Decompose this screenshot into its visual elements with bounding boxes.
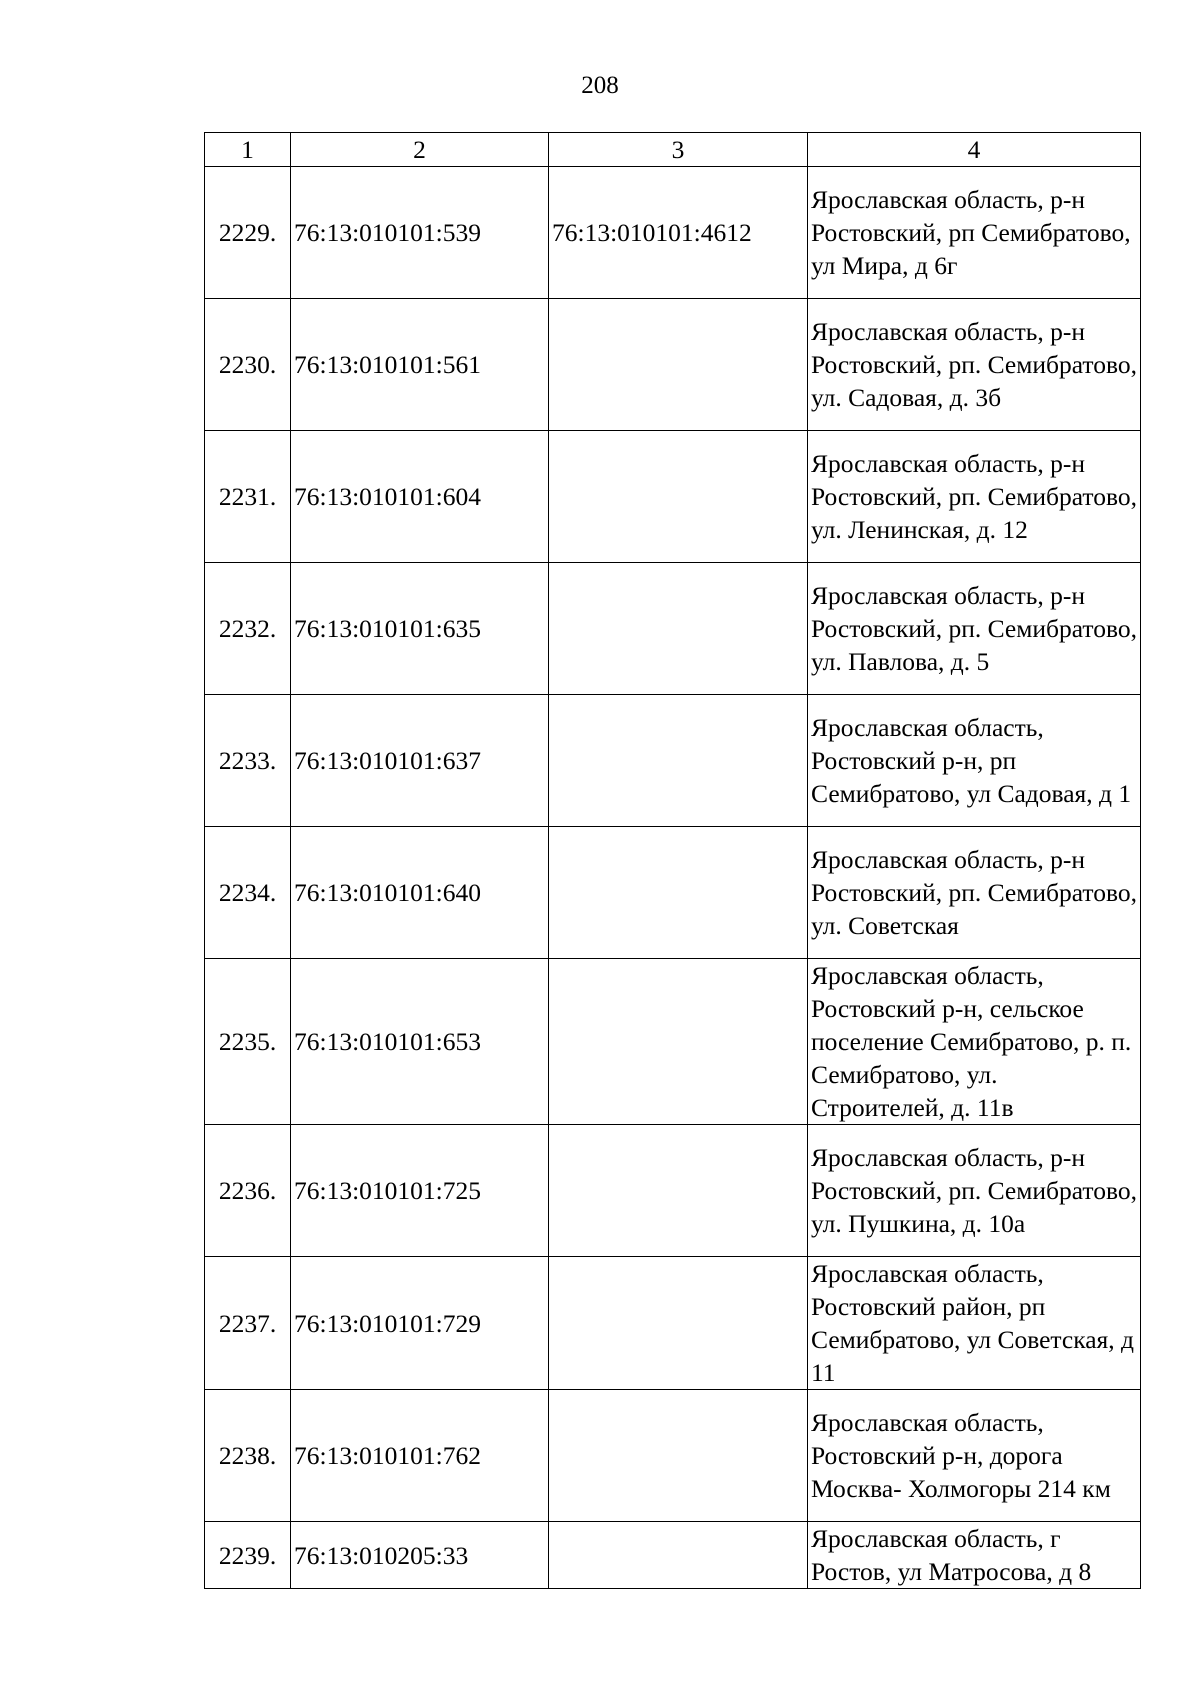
table-row: [205, 299, 1141, 431]
related-cadastral-number: [549, 431, 808, 563]
table-body: [205, 167, 1141, 1589]
column-header-1: 1: [205, 133, 291, 167]
column-header-3: 3: [549, 133, 808, 167]
column-header-2: 2: [291, 133, 549, 167]
table-row: [205, 431, 1141, 563]
address-cell: Ярославская область, Ростовский р-н, дорога Москва- Холмогоры 214 км: [808, 1390, 1141, 1522]
address-cell: Ярославская область, р-н Ростовский, рп. Семибратово, ул. Садовая, д. 3б: [808, 299, 1141, 431]
row-number: 2234.: [205, 827, 291, 959]
related-cadastral-number: [549, 1257, 808, 1390]
cadastral-number: 76:13:010101:635: [291, 563, 549, 695]
row-number: 2233.: [205, 695, 291, 827]
address-cell: Ярославская область, р-н Ростовский, рп. Семибратово, ул. Ленинская, д. 12: [808, 431, 1141, 563]
related-cadastral-number: [549, 563, 808, 695]
related-cadastral-number: [549, 299, 808, 431]
related-cadastral-number: [549, 1125, 808, 1257]
table-row: [205, 1390, 1141, 1522]
cadastral-number: 76:13:010101:729: [291, 1257, 549, 1390]
related-cadastral-number: [549, 1390, 808, 1522]
cadastral-number: 76:13:010101:539: [291, 167, 549, 299]
address-cell: Ярославская область, р-н Ростовский, рп. Семибратово, ул. Павлова, д. 5: [808, 563, 1141, 695]
table-row: [205, 1522, 1141, 1589]
cadastral-number: 76:13:010101:653: [291, 959, 549, 1125]
row-number: 2229.: [205, 167, 291, 299]
related-cadastral-number: [549, 1522, 808, 1589]
table-row: [205, 959, 1141, 1125]
address-cell: Ярославская область, г Ростов, ул Матросова, д 8: [808, 1522, 1141, 1589]
table-row: [205, 167, 1141, 299]
address-cell: Ярославская область, Ростовский р-н, рп Семибратово, ул Садовая, д 1: [808, 695, 1141, 827]
page-number: 208: [581, 72, 619, 99]
address-cell: Ярославская область, р-н Ростовский, рп. Семибратово, ул. Пушкина, д. 10а: [808, 1125, 1141, 1257]
row-number: 2230.: [205, 299, 291, 431]
row-number: 2238.: [205, 1390, 291, 1522]
address-cell: Ярославская область, Ростовский р-н, сельское поселение Семибратово, р. п. Семибратово, ул. Строителей, д. 11в: [808, 959, 1141, 1125]
address-cell: Ярославская область, р-н Ростовский, рп. Семибратово, ул. Советская: [808, 827, 1141, 959]
cadastral-number: 76:13:010101:604: [291, 431, 549, 563]
address-cell: Ярославская область, р-н Ростовский, рп Семибратово, ул Мира, д 6г: [808, 167, 1141, 299]
related-cadastral-number: [549, 827, 808, 959]
header-row: [205, 133, 1141, 167]
row-number: 2236.: [205, 1125, 291, 1257]
table-row: [205, 827, 1141, 959]
table-row: [205, 695, 1141, 827]
row-number: 2232.: [205, 563, 291, 695]
row-number: 2235.: [205, 959, 291, 1125]
table-header: [205, 133, 1141, 167]
cadastral-number: 76:13:010101:561: [291, 299, 549, 431]
cadastral-number: 76:13:010101:640: [291, 827, 549, 959]
related-cadastral-number: [549, 959, 808, 1125]
related-cadastral-number: [549, 695, 808, 827]
table-row: [205, 563, 1141, 695]
row-number: 2231.: [205, 431, 291, 563]
cadastral-number: 76:13:010101:725: [291, 1125, 549, 1257]
row-number: 2237.: [205, 1257, 291, 1390]
cadastral-number: 76:13:010101:762: [291, 1390, 549, 1522]
address-cell: Ярославская область, Ростовский район, рп Семибратово, ул Советская, д 11: [808, 1257, 1141, 1390]
table-row: [205, 1125, 1141, 1257]
related-cadastral-number: 76:13:010101:4612: [549, 167, 808, 299]
column-header-4: 4: [808, 133, 1141, 167]
cadastral-number: 76:13:010205:33: [291, 1522, 549, 1589]
cadastral-number: 76:13:010101:637: [291, 695, 549, 827]
table-row: [205, 1257, 1141, 1390]
row-number: 2239.: [205, 1522, 291, 1589]
registry-table: [204, 132, 1141, 1589]
